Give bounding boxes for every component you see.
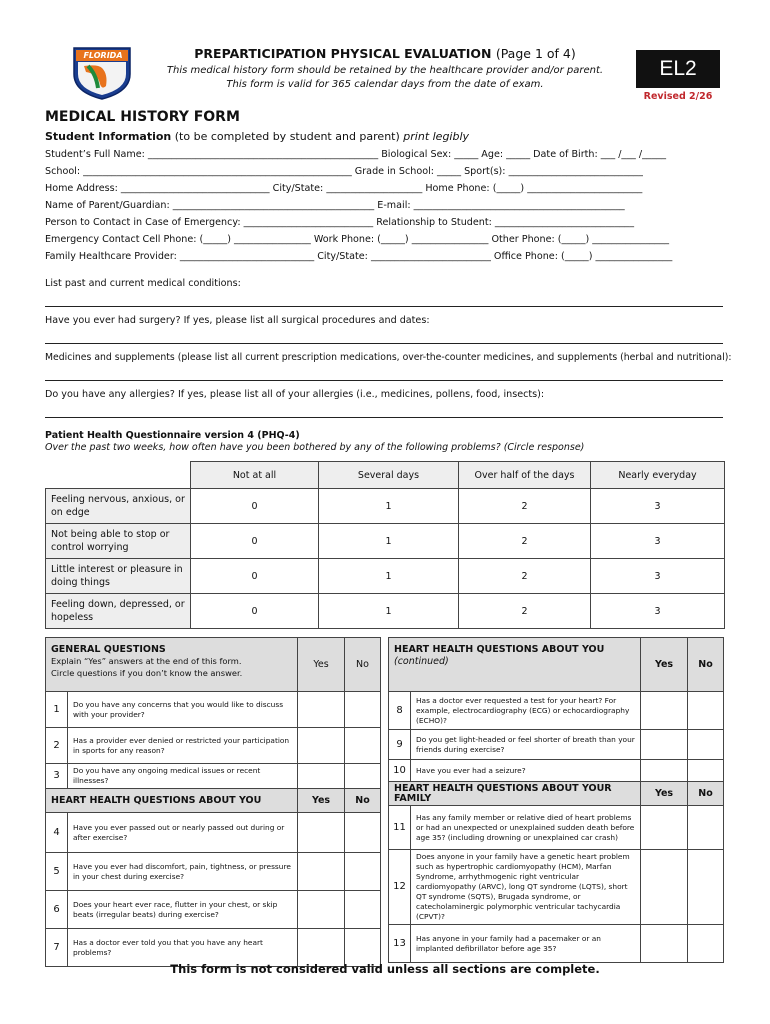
question-text: Has anyone in your family had a pacemaker or an implanted defibrillator before age 35? (411, 925, 641, 963)
general-instructions-1: Explain “Yes” answers at the end of this form. (51, 656, 242, 666)
no-answer-cell[interactable] (345, 853, 381, 891)
question-number: 13 (389, 925, 411, 963)
form-code-badge: EL2 (636, 50, 720, 88)
question-row (389, 692, 724, 730)
question-text: Has a doctor ever told you that you have any heart problems? (68, 929, 298, 967)
phq-header-blank (46, 462, 191, 489)
phq-row-label: Feeling down, depressed, or hopeless (46, 594, 191, 629)
question-text: Does your heart ever race, flutter in your chest, or skip beats (irregular beats) during exercise? (68, 891, 298, 929)
phq-response[interactable]: 3 (591, 524, 725, 559)
heart-cont-yes-header: Yes (641, 638, 688, 692)
medicines-line[interactable] (45, 380, 723, 381)
phq-row-label: Not being able to stop or control worrying (46, 524, 191, 559)
general-instructions-2: Circle questions if you don’t know the answer. (51, 668, 243, 678)
medical-conditions-line[interactable] (45, 306, 723, 307)
no-answer-cell[interactable] (345, 813, 381, 853)
question-number: 11 (389, 806, 411, 850)
phq-col-several-days: Several days (319, 462, 459, 489)
phq-response[interactable]: 3 (591, 594, 725, 629)
no-answer-cell[interactable] (688, 730, 724, 760)
heart-cont-header (389, 638, 641, 692)
surgery-label: Have you ever had surgery? If yes, please list all surgical procedures and dates: (45, 315, 430, 326)
field-line-parent[interactable]: Name of Parent/Guardian: __________________________________________ E-mail: ____________________________________________ (45, 200, 625, 211)
question-row (46, 813, 381, 853)
phq-row-label: Feeling nervous, anxious, or on edge (46, 489, 191, 524)
yes-answer-cell[interactable] (641, 850, 688, 925)
question-text: Do you have any concerns that you would like to discuss with your provider? (68, 692, 298, 728)
heart-you-title: HEART HEALTH QUESTIONS ABOUT YOU (46, 789, 298, 813)
yes-answer-cell[interactable] (298, 891, 345, 929)
question-row (389, 730, 724, 760)
question-text: Do you get light-headed or feel shorter of breath than your friends during exercise? (411, 730, 641, 760)
question-text: Has a provider ever denied or restricted your participation in sports for any reason? (68, 728, 298, 764)
yes-answer-cell[interactable] (641, 806, 688, 850)
no-answer-cell[interactable] (688, 760, 724, 782)
general-questions-table (45, 637, 381, 967)
no-answer-cell[interactable] (688, 925, 724, 963)
heart-cont-no-header: No (688, 638, 724, 692)
yes-answer-cell[interactable] (298, 853, 345, 891)
no-answer-cell[interactable] (345, 929, 381, 967)
yes-answer-cell[interactable] (641, 925, 688, 963)
phq-response[interactable]: 0 (191, 594, 319, 629)
no-answer-cell[interactable] (688, 850, 724, 925)
yes-answer-cell[interactable] (298, 813, 345, 853)
phq-response[interactable]: 1 (319, 489, 459, 524)
field-line-student[interactable]: Student’s Full Name: ________________________________________________ Biological Sex: _____ Age: _____ Date of Birth: ___ /___ /_____ (45, 149, 667, 160)
yes-answer-cell[interactable] (641, 760, 688, 782)
yes-answer-cell[interactable] (298, 692, 345, 728)
medical-conditions-label: List past and current medical conditions: (45, 278, 241, 289)
phq-response[interactable]: 1 (319, 594, 459, 629)
no-answer-cell[interactable] (345, 764, 381, 789)
question-row (389, 806, 724, 850)
question-number: 3 (46, 764, 68, 789)
heart-family-header-row (389, 782, 724, 806)
question-text: Has a doctor ever requested a test for your heart? For example, electrocardiography (ECG) or echocardiography (ECHO)? (411, 692, 641, 730)
question-row (46, 764, 381, 789)
question-text: Have you ever had a seizure? (411, 760, 641, 782)
phq-row-label: Little interest or pleasure in doing things (46, 559, 191, 594)
heart-family-no-header: No (688, 782, 724, 806)
question-number: 1 (46, 692, 68, 728)
heart-you-header-row (46, 789, 381, 813)
yes-answer-cell[interactable] (298, 728, 345, 764)
field-line-address[interactable]: Home Address: _______________________________ City/State: ____________________ Home Phone: (_____) ________________________ (45, 183, 643, 194)
question-number: 12 (389, 850, 411, 925)
general-yes-header: Yes (298, 638, 345, 692)
section-title: MEDICAL HISTORY FORM (45, 109, 240, 125)
heart-cont-title: HEART HEALTH QUESTIONS ABOUT YOU (394, 644, 605, 655)
phq-response[interactable]: 2 (459, 524, 591, 559)
phq-response[interactable]: 2 (459, 559, 591, 594)
validity-footer: This form is not considered valid unless all sections are complete. (170, 962, 600, 976)
student-info-heading (45, 130, 469, 143)
form-title (150, 46, 620, 61)
question-text: Has any family member or relative died of heart problems or had an unexpected or unexplained sudden death before age 35? (including drowning or unexplained car crash) (411, 806, 641, 850)
phq-response[interactable]: 0 (191, 489, 319, 524)
phq-col-nearly-everyday: Nearly everyday (591, 462, 725, 489)
phq-response[interactable]: 2 (459, 594, 591, 629)
heart-you-yes-header: Yes (298, 789, 345, 813)
heart-cont-header-row (389, 638, 724, 692)
student-info-label: Student Information (45, 130, 172, 143)
general-header-row (46, 638, 381, 692)
form-title-text: PREPARTICIPATION PHYSICAL EVALUATION (194, 46, 492, 61)
phq-response[interactable]: 1 (319, 524, 459, 559)
subtitle-line-1: This medical history form should be retained by the healthcare provider and/or parent. (166, 65, 604, 76)
phq-row (46, 559, 725, 594)
no-answer-cell[interactable] (345, 728, 381, 764)
no-answer-cell[interactable] (345, 891, 381, 929)
allergies-label: Do you have any allergies? If yes, please list all of your allergies (i.e., medicines, pollens, food, insects): (45, 389, 545, 400)
phq-response[interactable]: 0 (191, 524, 319, 559)
phq-response[interactable]: 1 (319, 559, 459, 594)
question-text: Have you ever passed out or nearly passed out during or after exercise? (68, 813, 298, 853)
question-row (46, 692, 381, 728)
phq-subtitle: Over the past two weeks, how often have you been bothered by any of the following problems? (Circle response) (45, 442, 585, 453)
no-answer-cell[interactable] (688, 806, 724, 850)
yes-answer-cell[interactable] (298, 764, 345, 789)
subtitle-line-2: This form is valid for 365 calendar days from the date of exam. (226, 79, 544, 90)
question-number: 2 (46, 728, 68, 764)
allergies-line[interactable] (45, 417, 723, 418)
question-row (389, 850, 724, 925)
no-answer-cell[interactable] (688, 692, 724, 730)
question-row (46, 728, 381, 764)
question-number: 4 (46, 813, 68, 853)
phq-response[interactable]: 2 (459, 489, 591, 524)
question-text: Does anyone in your family have a genetic heart problem such as hypertrophic cardiomyopathy (HCM), Marfan Syndrome, arrhythmogenic right ventricular cardiomyopathy (ARVC), long QT syndrome (LQTS), short QT syndrome (SQTS), Brugada syndrome, or catecholaminergic polymorphic ventricular tachycardia (CPVT)? (411, 850, 641, 925)
phq-title: Patient Health Questionnaire version 4 (PHQ-4) (45, 430, 300, 441)
phq-row (46, 489, 725, 524)
yes-answer-cell[interactable] (641, 692, 688, 730)
question-text: Have you ever had discomfort, pain, tightness, or pressure in your chest during exercise? (68, 853, 298, 891)
fhsaa-logo (68, 44, 136, 100)
surgery-line[interactable] (45, 343, 723, 344)
question-number: 10 (389, 760, 411, 782)
phq-col-over-half: Over half of the days (459, 462, 591, 489)
no-answer-cell[interactable] (345, 692, 381, 728)
page-indicator: (Page 1 of 4) (495, 46, 576, 61)
heart-family-yes-header: Yes (641, 782, 688, 806)
phq-row (46, 524, 725, 559)
phq-header-row (46, 462, 725, 489)
phq-response[interactable]: 3 (591, 489, 725, 524)
question-row (46, 929, 381, 967)
question-row (46, 853, 381, 891)
question-row (389, 925, 724, 963)
field-line-school[interactable]: School: ________________________________________________________ Grade in School: _____ Sport(s): ____________________________ (45, 166, 643, 177)
field-line-healthcare-provider[interactable]: Family Healthcare Provider: ____________________________ City/State: _________________________ Office Phone: (_____) ________________ (45, 251, 673, 262)
question-number: 9 (389, 730, 411, 760)
heart-questions-table (388, 637, 724, 963)
field-line-emergency-contact[interactable]: Person to Contact in Case of Emergency: ___________________________ Relationship to Student: _____________________________ (45, 217, 635, 228)
heart-family-title: HEART HEALTH QUESTIONS ABOUT YOUR FAMILY (389, 782, 641, 806)
general-header (46, 638, 298, 692)
yes-answer-cell[interactable] (298, 929, 345, 967)
general-no-header: No (345, 638, 381, 692)
question-number: 8 (389, 692, 411, 730)
phq-row (46, 594, 725, 629)
question-row (389, 760, 724, 782)
phq-col-not-at-all: Not at all (191, 462, 319, 489)
heart-cont-continued: (continued) (394, 656, 449, 667)
phq-response[interactable]: 0 (191, 559, 319, 594)
question-number: 7 (46, 929, 68, 967)
question-text: Do you have any ongoing medical issues or recent illnesses? (68, 764, 298, 789)
phq-table (45, 461, 725, 629)
student-info-italic-note: print legibly (403, 130, 470, 143)
student-info-note: (to be completed by student and parent) (174, 130, 400, 143)
heart-you-no-header: No (345, 789, 381, 813)
field-line-emergency-phones[interactable]: Emergency Contact Cell Phone: (_____) ________________ Work Phone: (_____) ________________ Other Phone: (_____) ________________ (45, 234, 670, 245)
general-title: GENERAL QUESTIONS (51, 644, 166, 655)
logo-text: FLORIDA (83, 51, 123, 60)
medicines-label: Medicines and supplements (please list all current prescription medications, over-the-counter medicines, and supplements (herbal and nutritional): (45, 352, 732, 363)
yes-answer-cell[interactable] (641, 730, 688, 760)
question-number: 5 (46, 853, 68, 891)
question-number: 6 (46, 891, 68, 929)
phq-response[interactable]: 3 (591, 559, 725, 594)
revision-date: Revised 2/26 (643, 91, 713, 102)
form-subtitle (150, 64, 620, 92)
question-row (46, 891, 381, 929)
